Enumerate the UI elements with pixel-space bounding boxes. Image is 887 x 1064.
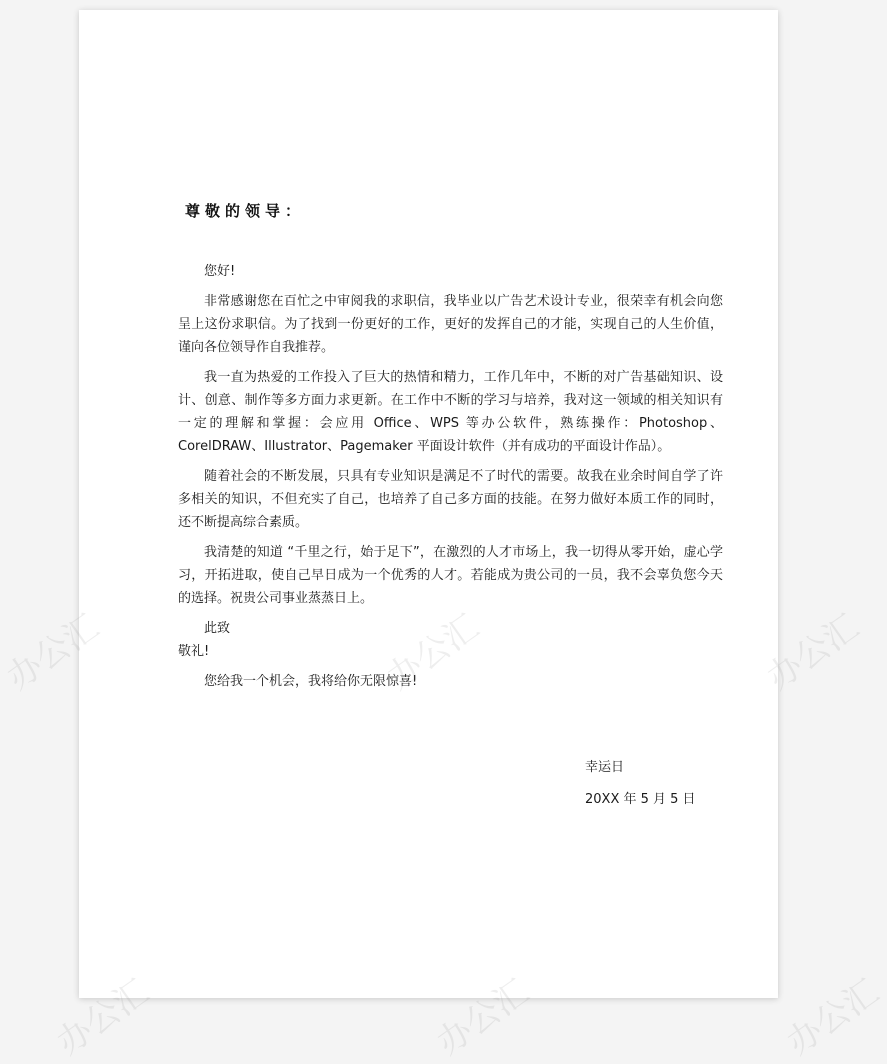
- document-page: [79, 10, 778, 998]
- letter-closing-1: 此致: [204, 621, 231, 636]
- watermark: 办公汇: [429, 971, 537, 1064]
- letter-signature: [585, 756, 696, 820]
- letter-paragraph: 我清楚的知道 “千里之行，始于足下”，在激烈的人才市场上，我一切得从零开始，虚心学习，开拓进取，使自己早日成为一个优秀的人才。若能成为贵公司的一员，我不会辜负您今天的选择。祝贵公司事业蒸蒸日上。: [178, 545, 723, 606]
- watermark: 办公汇: [0, 606, 107, 699]
- watermark: 办公汇: [779, 971, 887, 1064]
- letter-greeting: 您好!: [204, 264, 236, 279]
- signature-name: 幸运日: [585, 760, 625, 775]
- letter-paragraph: 我一直为热爱的工作投入了巨大的热情和精力，工作几年中，不断的对广告基础知识、设计、创意、制作等多方面力求更新。在工作中不断的学习与培养，我对这一领域的相关知识有一定的理解和掌握：会应用 Office、WPS 等办公软件，熟练操作：Photoshop、CorelDRAW、Illustrator、Pagemaker 平面设计软件（并有成功的平面设计作品）。: [178, 370, 723, 454]
- watermark: 办公汇: [49, 971, 157, 1064]
- signature-date: 20XX 年 5 月 5 日: [585, 792, 696, 807]
- letter-salutation: 尊敬的领导：: [185, 202, 306, 220]
- letter-postscript: 您给我一个机会，我将给你无限惊喜!: [204, 674, 418, 689]
- letter-body: [178, 260, 723, 700]
- watermark: 办公汇: [759, 606, 867, 699]
- letter-closing-2: 敬礼!: [178, 644, 210, 659]
- letter-paragraph: 随着社会的不断发展，只具有专业知识是满足不了时代的需要。故我在业余时间自学了许多相关的知识，不但充实了自己，也培养了自己多方面的技能。在努力做好本质工作的同时，还不断提高综合素质。: [178, 469, 723, 530]
- letter-paragraph: 非常感谢您在百忙之中审阅我的求职信，我毕业以广告艺术设计专业，很荣幸有机会向您呈上这份求职信。为了找到一份更好的工作，更好的发挥自己的才能，实现自己的人生价值，谨向各位领导作自我推荐。: [178, 294, 723, 355]
